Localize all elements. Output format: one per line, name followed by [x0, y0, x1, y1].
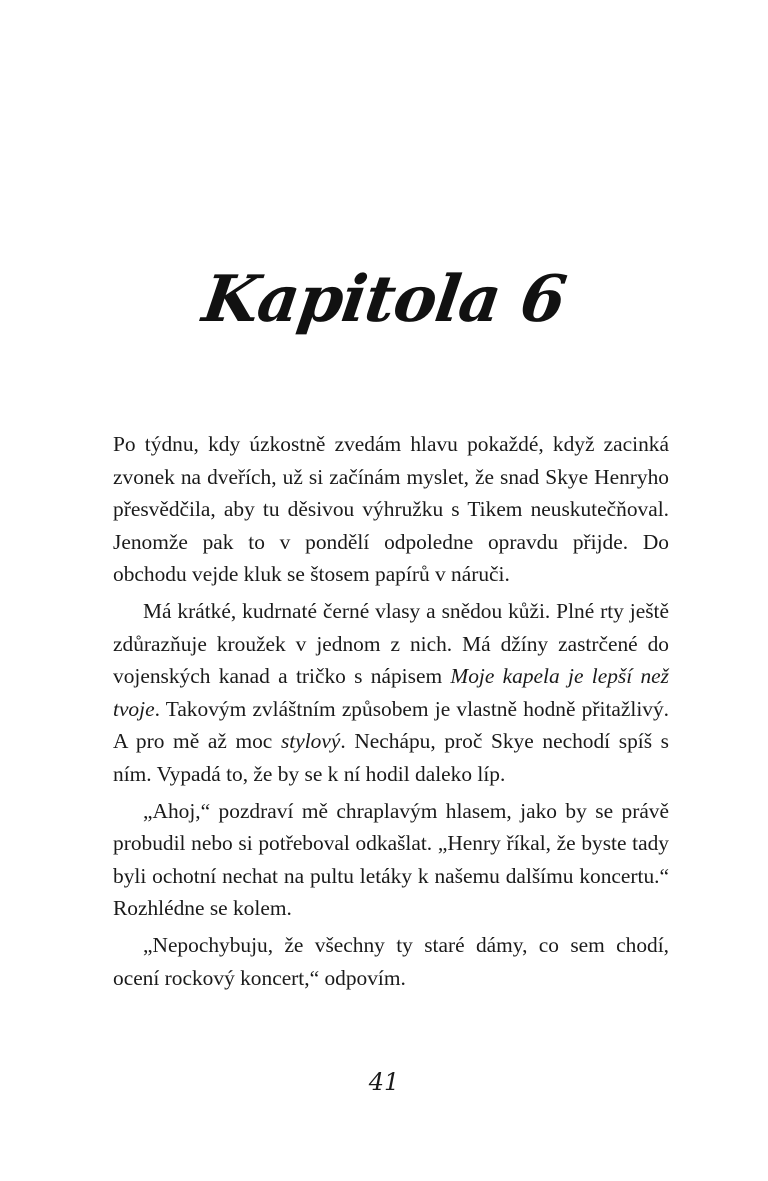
- text-run: . Takovým zvláštním způsobem je vlastně hodně přitažlivý. A pro mě až moc: [113, 696, 669, 754]
- page-number: 41: [368, 1068, 400, 1096]
- paragraph: [113, 795, 669, 925]
- italic-text-run: stylový: [280, 729, 341, 754]
- text-run: Má krátké, kudrnaté černé vlasy a snědou kůži. Plné rty ještě zdůrazňuje kroužek v jednom z nich. Má džíny zastrčené do vojenských kanad a tričko s nápisem: [113, 598, 669, 689]
- chapter-title: Kapitola 6: [198, 262, 570, 337]
- paragraph: [113, 428, 669, 591]
- text-run: Po týdnu, kdy úzkostně zvedám hlavu pokaždé, když zacinká zvonek na dveřích, už si začínám myslet, že snad Skye Henryho přesvědčila, aby tu děsivou výhružku s Tikem neuskutečňoval. Jenomže pak to v pondělí odpoledne opravdu přijde. Do obchodu vejde kluk se štosem papírů v náruči.: [113, 432, 669, 587]
- paragraph: [113, 929, 669, 994]
- body-text: [113, 428, 669, 994]
- text-run: „Ahoj,“ pozdraví mě chraplavým hlasem, jako by se právě probudil nebo si potřeboval odkašlat. „Henry říkal, že byste tady byli ochotní nechat na pultu letáky k našemu dalšímu koncertu.“ Rozhlédne se kolem.: [113, 798, 669, 921]
- italic-text-run: Moje kapela je lepší než tvoje: [113, 664, 669, 721]
- text-run: . Nechápu, proč Skye nechodí spíš s ním. Vypadá to, že by se k ní hodil daleko líp.: [113, 729, 669, 786]
- text-run: „Nepochybuju, že všechny ty staré dámy, co sem chodí, ocení rockový koncert,“ odpovím.: [113, 932, 669, 990]
- paragraph: [113, 595, 669, 791]
